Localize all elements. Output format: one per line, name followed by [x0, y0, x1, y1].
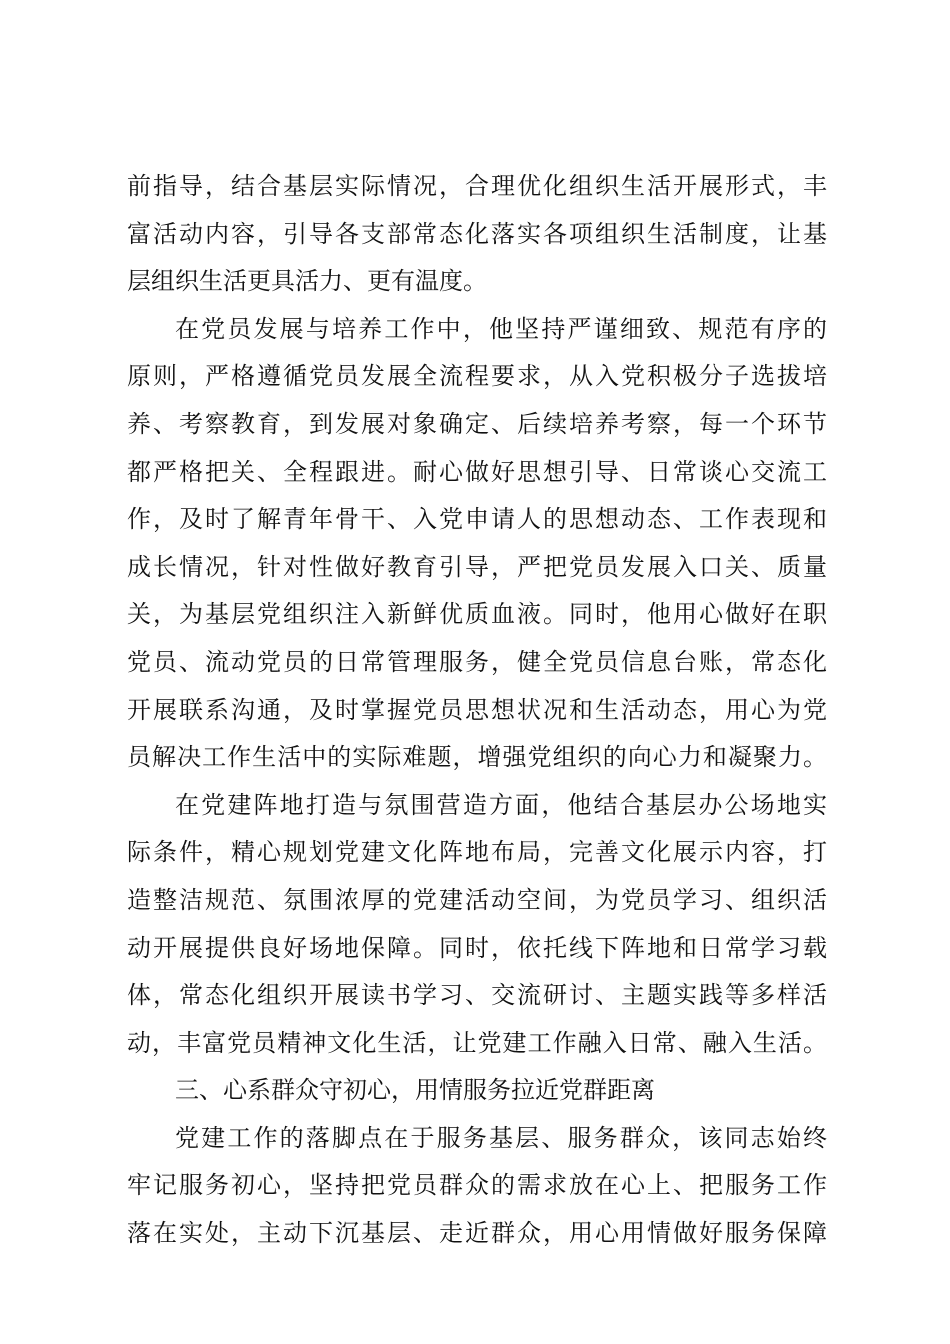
text-line: 动开展提供良好场地保障。同时，依托线下阵地和日常学习载 — [127, 933, 827, 962]
text-line: 都严格把关、全程跟进。耐心做好思想引导、日常谈心交流工 — [127, 457, 827, 486]
text-line: 关，为基层党组织注入新鲜优质血液。同时，他用心做好在职 — [127, 600, 827, 629]
document-body — [127, 163, 827, 1258]
text-line: 际条件，精心规划党建文化阵地布局，完善文化展示内容，打 — [127, 838, 827, 867]
text-line: 党员、流动党员的日常管理服务，健全党员信息台账，常态化 — [127, 647, 827, 676]
text-line: 作，及时了解青年骨干、入党申请人的思想动态、工作表现和 — [127, 505, 827, 534]
text-line: 员解决工作生活中的实际难题，增强党组织的向心力和凝聚力。 — [127, 743, 827, 772]
text-line: 造整洁规范、氛围浓厚的党建活动空间，为党员学习、组织活 — [127, 885, 827, 914]
text-line: 成长情况，针对性做好教育引导，严把党员发展入口关、质量 — [127, 552, 827, 581]
section-heading: 三、心系群众守初心，用情服务拉近党群距离 — [175, 1076, 655, 1105]
text-line: 层组织生活更具活力、更有温度。 — [127, 267, 487, 296]
text-line: 动，丰富党员精神文化生活，让党建工作融入日常、融入生活。 — [127, 1028, 827, 1057]
text-line: 养、考察教育，到发展对象确定、后续培养考察，每一个环节 — [127, 409, 827, 438]
paragraph-first-line: 在党员发展与培养工作中，他坚持严谨细致、规范有序的 — [175, 314, 827, 343]
paragraph-first-line: 在党建阵地打造与氛围营造方面，他结合基层办公场地实 — [175, 790, 827, 819]
text-line: 富活动内容，引导各支部常态化落实各项组织生活制度，让基 — [127, 219, 827, 248]
text-line: 原则，严格遵循党员发展全流程要求，从入党积极分子选拔培 — [127, 362, 827, 391]
text-line: 开展联系沟通，及时掌握党员思想状况和生活动态，用心为党 — [127, 695, 827, 724]
paragraph-first-line: 党建工作的落脚点在于服务基层、服务群众，该同志始终 — [175, 1123, 827, 1152]
text-line: 牢记服务初心，坚持把党员群众的需求放在心上、把服务工作 — [127, 1171, 827, 1200]
text-line: 前指导，结合基层实际情况，合理优化组织生活开展形式，丰 — [127, 172, 827, 200]
text-line: 体，常态化组织开展读书学习、交流研讨、主题实践等多样活 — [127, 981, 827, 1010]
text-line: 落在实处，主动下沉基层、走近群众，用心用情做好服务保障 — [127, 1219, 827, 1248]
